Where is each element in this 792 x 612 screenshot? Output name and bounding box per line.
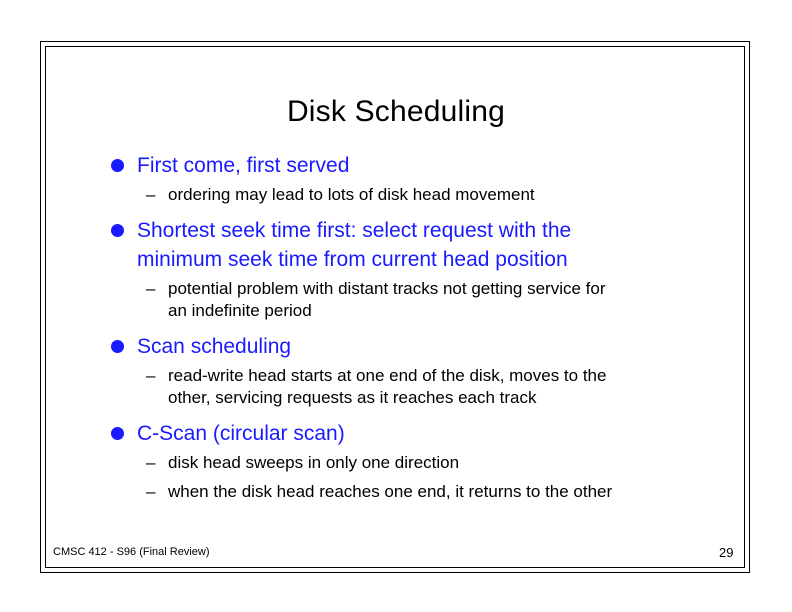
page-number: 29 [719,545,734,560]
bullet-text: First come, first served [137,154,350,177]
bullet-dot-icon [111,159,124,172]
sub-bullet-text-line-2: an indefinite period [168,301,312,320]
sub-bullet [110,481,710,503]
dash-icon: – [146,366,156,385]
sub-bullet-text: disk head sweeps in only one direction [168,453,460,472]
bullet-text-line-1: Shortest seek time first: select request with the [137,219,572,242]
sub-bullet-text: when the disk head reaches one end, it returns to the other [168,482,613,501]
sub-bullet [110,365,710,409]
sub-bullet-text-line-1: read-write head starts at one end of the disk, moves to the [168,366,607,385]
bullet-scan-scheduling [110,332,710,361]
sub-bullet-text-line-1: potential problem with distant tracks not getting service for [168,279,606,298]
sub-bullet [110,184,710,206]
sub-bullet [110,452,710,474]
bullet-dot-icon [111,427,124,440]
bullet-dot-icon [111,340,124,353]
sub-bullet [110,278,710,322]
dash-icon: – [146,482,156,501]
slide-title: Disk Scheduling [286,95,506,128]
sub-bullet-text-line-2: other, servicing requests as it reaches each track [168,388,537,407]
dash-icon: – [146,453,156,472]
bullet-text: C-Scan (circular scan) [137,422,345,445]
bullet-dot-icon [111,224,124,237]
bullet-text: Scan scheduling [137,335,292,358]
bullet-text-line-2: minimum seek time from current head position [137,248,568,271]
slide-content [110,151,710,503]
bullet-shortest-seek [110,216,710,274]
sub-bullet-text: ordering may lead to lots of disk head movement [168,185,535,204]
bullet-first-come [110,151,710,180]
dash-icon: – [146,279,156,298]
bullet-c-scan [110,419,710,448]
slide-footer: CMSC 412 - S96 (Final Review) [53,546,210,558]
dash-icon: – [146,185,156,204]
